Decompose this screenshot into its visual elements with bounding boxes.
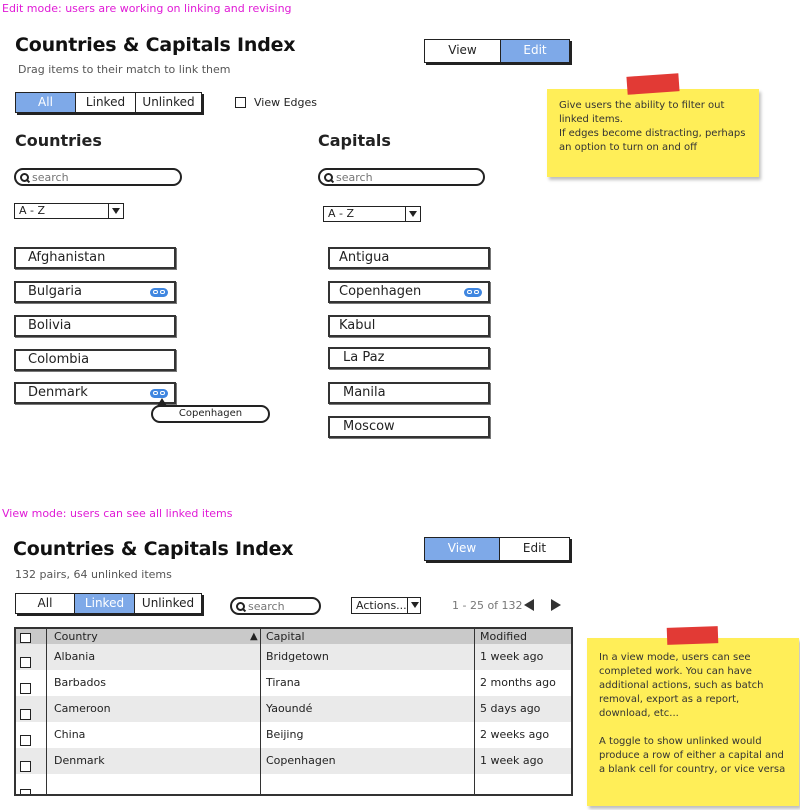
pagination-text: 1 - 25 of 132 xyxy=(452,599,523,612)
next-page-icon[interactable] xyxy=(551,599,561,611)
view-edges-label: View Edges xyxy=(254,96,318,109)
row-checkbox[interactable] xyxy=(20,657,31,668)
cell-country: Cameroon xyxy=(54,702,111,715)
cell-country: Barbados xyxy=(54,676,106,689)
sort-ascending-icon[interactable]: ▲ xyxy=(250,631,258,642)
cell-capital: Beijing xyxy=(266,728,304,741)
chevron-down-icon xyxy=(407,598,420,613)
capitals-sort-select[interactable] xyxy=(323,206,421,222)
capital-item[interactable] xyxy=(328,416,490,438)
view-mode-button[interactable]: View xyxy=(425,40,501,62)
capital-label: Kabul xyxy=(339,318,376,333)
capital-item[interactable] xyxy=(328,382,490,404)
table-row[interactable] xyxy=(16,774,571,796)
filter-toggle xyxy=(15,593,202,614)
capital-item[interactable] xyxy=(328,347,490,369)
table-search[interactable] xyxy=(230,597,321,615)
capital-label: Moscow xyxy=(343,419,395,434)
view-mode-button[interactable]: View xyxy=(425,538,500,560)
chevron-down-icon xyxy=(405,207,420,221)
pairs-table xyxy=(14,627,573,796)
column-divider xyxy=(474,629,475,794)
capitals-search[interactable] xyxy=(318,168,485,186)
filter-unlinked-button[interactable]: Unlinked xyxy=(135,594,201,613)
view-mode-caption: View mode: users can see all linked items xyxy=(2,507,233,520)
country-item[interactable] xyxy=(14,315,176,337)
search-icon xyxy=(324,173,333,182)
column-header-country[interactable]: Country xyxy=(54,630,98,643)
filter-all-button[interactable]: All xyxy=(16,594,75,613)
capital-label: Manila xyxy=(343,385,386,400)
edit-mode-button[interactable]: Edit xyxy=(501,40,569,62)
capitals-search-input[interactable] xyxy=(333,171,483,184)
capital-item[interactable] xyxy=(328,281,490,303)
link-tooltip: Copenhagen xyxy=(151,405,270,423)
page-title: Countries & Capitals Index xyxy=(13,538,294,560)
view-edges-checkbox[interactable] xyxy=(235,97,246,108)
link-icon[interactable] xyxy=(464,288,482,297)
cell-capital: Bridgetown xyxy=(266,650,329,663)
row-checkbox[interactable] xyxy=(20,683,31,694)
filter-linked-button[interactable]: Linked xyxy=(75,594,135,613)
table-row[interactable] xyxy=(16,670,571,696)
column-header-modified[interactable]: Modified xyxy=(480,630,527,643)
table-header xyxy=(16,629,571,644)
mode-toggle xyxy=(424,537,570,561)
actions-value: Actions... xyxy=(356,599,407,612)
table-search-input[interactable] xyxy=(245,600,319,613)
capital-label: Copenhagen xyxy=(339,284,422,299)
sticky-note-view-mode: In a view mode, users can see completed work. You can have additional actions, such as batch removal, export as a report, download, etc... A toggle to show unlinked would produce a row of either a capital and a blank cell for country, or vice versa xyxy=(587,638,799,806)
filter-all-button[interactable]: All xyxy=(16,93,76,112)
capitals-heading: Capitals xyxy=(318,131,391,150)
cell-capital: Yaoundé xyxy=(266,702,313,715)
country-label: Denmark xyxy=(28,385,88,400)
cell-modified: 1 week ago xyxy=(480,650,544,663)
table-row[interactable] xyxy=(16,722,571,748)
tape-decoration xyxy=(667,626,719,645)
select-all-checkbox[interactable] xyxy=(20,633,31,643)
row-checkbox[interactable] xyxy=(20,735,31,746)
column-header-capital[interactable]: Capital xyxy=(266,630,305,643)
actions-select[interactable] xyxy=(351,597,421,614)
cell-modified: 2 months ago xyxy=(480,676,556,689)
search-icon xyxy=(236,602,245,611)
countries-heading: Countries xyxy=(15,131,102,150)
row-checkbox[interactable] xyxy=(20,789,31,796)
country-label: Afghanistan xyxy=(28,250,106,265)
page-subtitle: 132 pairs, 64 unlinked items xyxy=(15,568,172,581)
filter-linked-button[interactable]: Linked xyxy=(76,93,136,112)
country-item[interactable] xyxy=(14,247,176,269)
capital-label: La Paz xyxy=(343,350,385,365)
row-checkbox[interactable] xyxy=(20,709,31,720)
capital-item[interactable] xyxy=(328,315,490,337)
capitals-sort-value: A - Z xyxy=(328,207,355,220)
page-subtitle: Drag items to their match to link them xyxy=(18,63,231,76)
table-row[interactable] xyxy=(16,644,571,670)
prev-page-icon[interactable] xyxy=(524,599,534,611)
link-icon[interactable] xyxy=(150,288,168,297)
page-title: Countries & Capitals Index xyxy=(15,34,296,56)
countries-sort-value: A - Z xyxy=(19,204,46,217)
capital-item[interactable] xyxy=(328,247,490,269)
view-edges-toggle[interactable] xyxy=(235,96,317,109)
cell-country: Albania xyxy=(54,650,96,663)
country-label: Bolivia xyxy=(28,318,72,333)
country-item[interactable] xyxy=(14,382,176,404)
sticky-note-filter: Give users the ability to filter out linked items. If edges become distracting, perhaps an option to turn on and off xyxy=(547,89,759,177)
search-icon xyxy=(20,173,29,182)
link-icon[interactable] xyxy=(150,389,168,398)
country-item[interactable] xyxy=(14,281,176,303)
filter-toggle xyxy=(15,92,202,113)
capital-label: Antigua xyxy=(339,250,390,265)
edit-mode-caption: Edit mode: users are working on linking and revising xyxy=(2,2,292,15)
cell-capital: Copenhagen xyxy=(266,754,336,767)
column-divider xyxy=(260,629,261,794)
cell-modified: 1 week ago xyxy=(480,754,544,767)
table-row[interactable] xyxy=(16,748,571,774)
cell-capital: Tirana xyxy=(266,676,301,689)
row-checkbox[interactable] xyxy=(20,761,31,772)
table-row[interactable] xyxy=(16,696,571,722)
cell-country: Denmark xyxy=(54,754,105,767)
edit-mode-button[interactable]: Edit xyxy=(500,538,569,560)
tape-decoration xyxy=(626,73,679,95)
cell-modified: 5 days ago xyxy=(480,702,541,715)
column-divider xyxy=(46,629,47,794)
filter-unlinked-button[interactable]: Unlinked xyxy=(136,93,201,112)
chevron-down-icon xyxy=(108,204,123,218)
cell-modified: 2 weeks ago xyxy=(480,728,550,741)
country-label: Bulgaria xyxy=(28,284,82,299)
country-item[interactable] xyxy=(14,349,176,371)
cell-country: China xyxy=(54,728,86,741)
mode-toggle xyxy=(424,39,570,63)
countries-sort-select[interactable] xyxy=(14,203,124,219)
countries-search-input[interactable] xyxy=(29,171,180,184)
countries-search[interactable] xyxy=(14,168,182,186)
country-label: Colombia xyxy=(28,352,90,367)
